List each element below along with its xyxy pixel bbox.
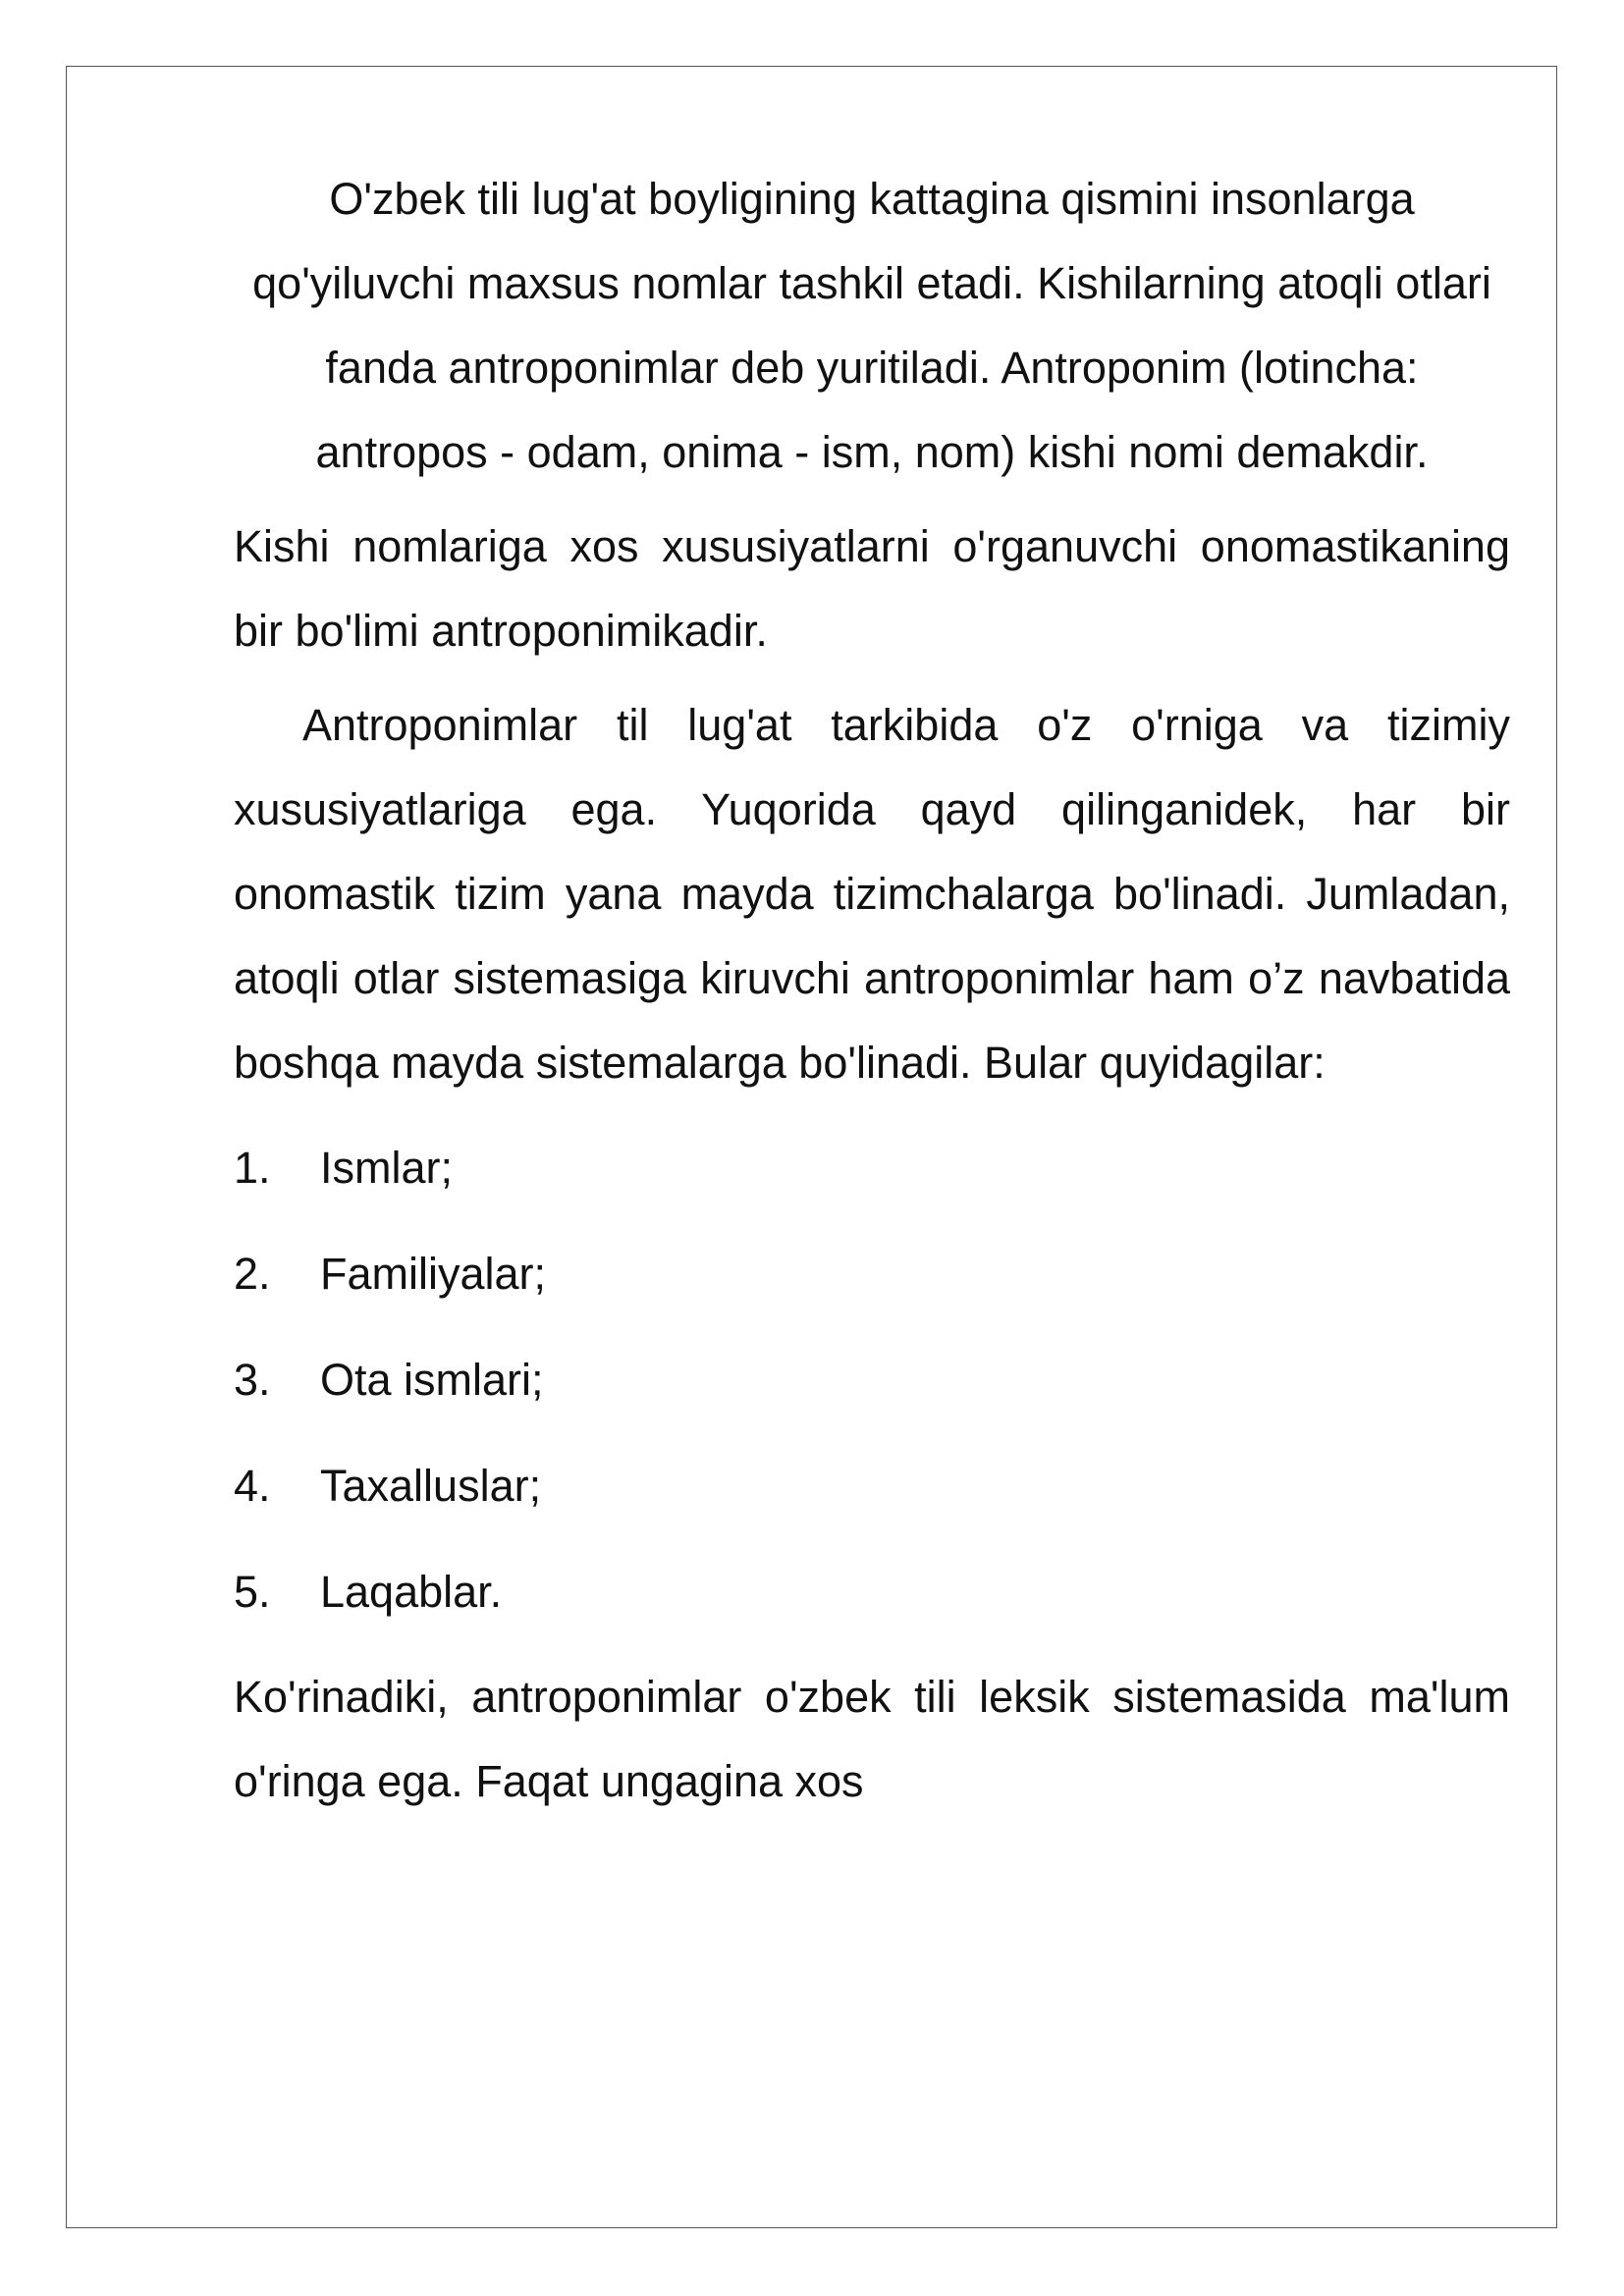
list-item-text: Taxalluslar; bbox=[320, 1461, 542, 1511]
list-item-number: 1. bbox=[234, 1143, 271, 1193]
list-item-text: Laqablar. bbox=[320, 1567, 503, 1617]
list-item bbox=[234, 1433, 1510, 1539]
antroponym-types-list bbox=[234, 1115, 1510, 1645]
list-item-number: 5. bbox=[234, 1567, 271, 1617]
list-item-number: 2. bbox=[234, 1249, 271, 1299]
intro-paragraph: O'zbek tili lug'at boyligining kattagina qismini insonlarga qo'yiluvchi maxsus nomlar tashkil etadi. Kishilarning atoqli otlari fanda antroponimlar deb yuritiladi. Antroponim (lotincha: antropos - odam, onima - ism, nom) kishi nomi demakdir. bbox=[252, 174, 1491, 477]
document-body bbox=[234, 157, 1510, 1834]
definition-paragraph: Kishi nomlariga xos xususiyatlarni o'rganuvchi onomastikaning bir bo'limi antroponimikadir. bbox=[234, 521, 1510, 656]
list-item-number: 4. bbox=[234, 1461, 271, 1511]
list-item-text: Ismlar; bbox=[320, 1143, 453, 1193]
list-item-text: Familiyalar; bbox=[320, 1249, 547, 1299]
list-item bbox=[234, 1115, 1510, 1221]
list-item bbox=[234, 1539, 1510, 1645]
systems-paragraph: Antroponimlar til lug'at tarkibida o'z o'rniga va tizimiy xususiyatlariga ega. Yuqorida qayd qilinganidek, har bir onomastik tizim yana mayda tizimchalarga bo'linadi. Jumladan, atoqli otlar sistemasiga kiruvchi antroponimlar ham o’z navbatida boshqa mayda sistemalarga bo'linadi. Bular quyidagilar: bbox=[234, 700, 1510, 1088]
conclusion-paragraph: Ko'rinadiki, antroponimlar o'zbek tili leksik sistemasida ma'lum o'ringa ega. Faqat ungagina xos bbox=[234, 1672, 1510, 1806]
list-item bbox=[234, 1327, 1510, 1433]
list-item-number: 3. bbox=[234, 1355, 271, 1405]
list-item bbox=[234, 1221, 1510, 1327]
list-item-text: Ota ismlari; bbox=[320, 1355, 544, 1405]
